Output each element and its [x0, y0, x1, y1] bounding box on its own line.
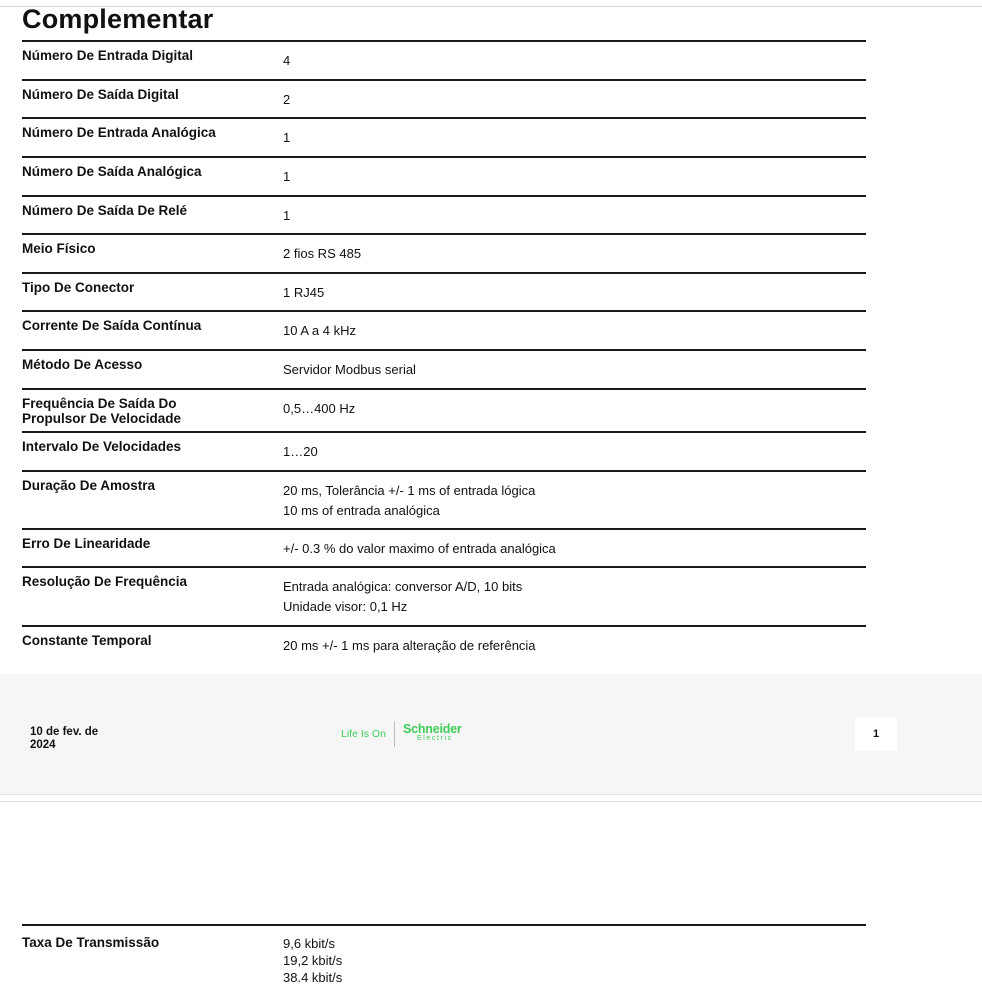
table-row — [22, 156, 866, 195]
table-row — [22, 310, 866, 349]
schneider-logo — [341, 720, 462, 748]
row-value-line: Unidade visor: 0,1 Hz — [283, 599, 408, 614]
footer-date-line2: 2024 — [30, 739, 56, 751]
table-row — [22, 470, 866, 528]
logo-brand-name: Schneider — [402, 722, 462, 736]
row-label: Número De Saída Digital — [22, 87, 179, 102]
row-label: Constante Temporal — [22, 633, 152, 648]
row-label: Número De Saída De Relé — [22, 203, 188, 218]
row-label: Taxa De Transmissão — [22, 935, 160, 950]
row-label: Duração De Amostra — [22, 478, 156, 493]
row-value-line: 1 — [283, 130, 291, 145]
row-value-line: 1…20 — [283, 444, 318, 459]
row-value-line: +/- 0.3 % do valor maximo of entrada analógica — [283, 541, 556, 556]
row-value — [283, 167, 290, 187]
row-value — [283, 399, 355, 419]
row-value — [283, 90, 290, 110]
table-row — [22, 528, 866, 566]
row-value — [283, 206, 290, 226]
row-label: Corrente De Saída Contínua — [22, 318, 202, 333]
table-row — [22, 566, 866, 625]
logo-brand-sub: Electric — [416, 735, 453, 742]
logo-tagline: Life Is On — [341, 728, 386, 740]
row-value-line: 20 ms +/- 1 ms para alteração de referência — [283, 638, 536, 653]
row-value-line: 10 ms of entrada analógica — [283, 503, 440, 518]
row-value-line: 9,6 kbit/s — [283, 936, 336, 951]
footer-date — [30, 726, 130, 752]
row-value-line: Entrada analógica: conversor A/D, 10 bits — [283, 579, 523, 594]
row-value — [283, 636, 536, 656]
table-row — [22, 431, 866, 470]
table-row — [22, 40, 866, 79]
table-row — [22, 625, 866, 669]
logo-brand — [403, 724, 462, 744]
row-value — [283, 321, 356, 341]
row-label: Método De Acesso — [22, 357, 143, 372]
row-label: Intervalo De Velocidades — [22, 439, 182, 454]
row-label: Frequência De Saída Do Propulsor De Velocidade — [22, 396, 182, 426]
row-value-line: 10 A a 4 kHz — [283, 323, 356, 338]
row-value-line: 1 RJ45 — [283, 285, 325, 300]
row-value-line: 20 ms, Tolerância +/- 1 ms of entrada lógica — [283, 483, 536, 498]
section-title: Complementar — [22, 4, 214, 34]
row-value — [283, 128, 290, 148]
row-label: Resolução De Frequência — [22, 574, 188, 589]
row-label: Tipo De Conector — [22, 280, 135, 295]
spec-table-continued — [22, 924, 866, 1006]
logo-divider — [394, 721, 395, 747]
spec-table — [22, 40, 866, 669]
row-label: Meio Físico — [22, 241, 96, 256]
table-row — [22, 195, 866, 233]
row-value — [283, 442, 318, 462]
row-value — [283, 577, 522, 617]
row-value-line: 2 — [283, 92, 291, 107]
footer-date-line1: 10 de fev. de — [30, 726, 99, 738]
row-value — [283, 244, 361, 264]
row-value-line: 4 — [283, 53, 291, 68]
row-value — [283, 360, 416, 380]
row-value — [283, 935, 342, 986]
table-row — [22, 272, 866, 310]
page-separator — [0, 801, 982, 802]
row-label: Erro De Linearidade — [22, 536, 151, 551]
row-value-line: Servidor Modbus serial — [283, 362, 416, 377]
row-value — [283, 51, 290, 71]
row-label: Número De Entrada Digital — [22, 48, 194, 63]
row-value — [283, 539, 556, 559]
row-value-line: 1 — [283, 208, 291, 223]
page-number: 1 — [855, 717, 897, 751]
row-value — [283, 283, 324, 303]
row-value-line: 0,5…400 Hz — [283, 401, 356, 416]
table-row — [22, 79, 866, 117]
page-footer — [0, 674, 982, 795]
table-row — [22, 117, 866, 156]
row-value — [283, 481, 535, 521]
row-value-line: 38.4 kbit/s — [283, 970, 343, 985]
table-row — [22, 349, 866, 388]
row-value-line: 19,2 kbit/s — [283, 953, 343, 968]
table-row — [22, 388, 866, 431]
row-label: Número De Entrada Analógica — [22, 125, 216, 140]
table-row — [22, 924, 866, 1006]
table-row — [22, 233, 866, 272]
row-value-line: 2 fios RS 485 — [283, 246, 362, 261]
row-label: Número De Saída Analógica — [22, 164, 202, 179]
row-value-line: 1 — [283, 169, 291, 184]
